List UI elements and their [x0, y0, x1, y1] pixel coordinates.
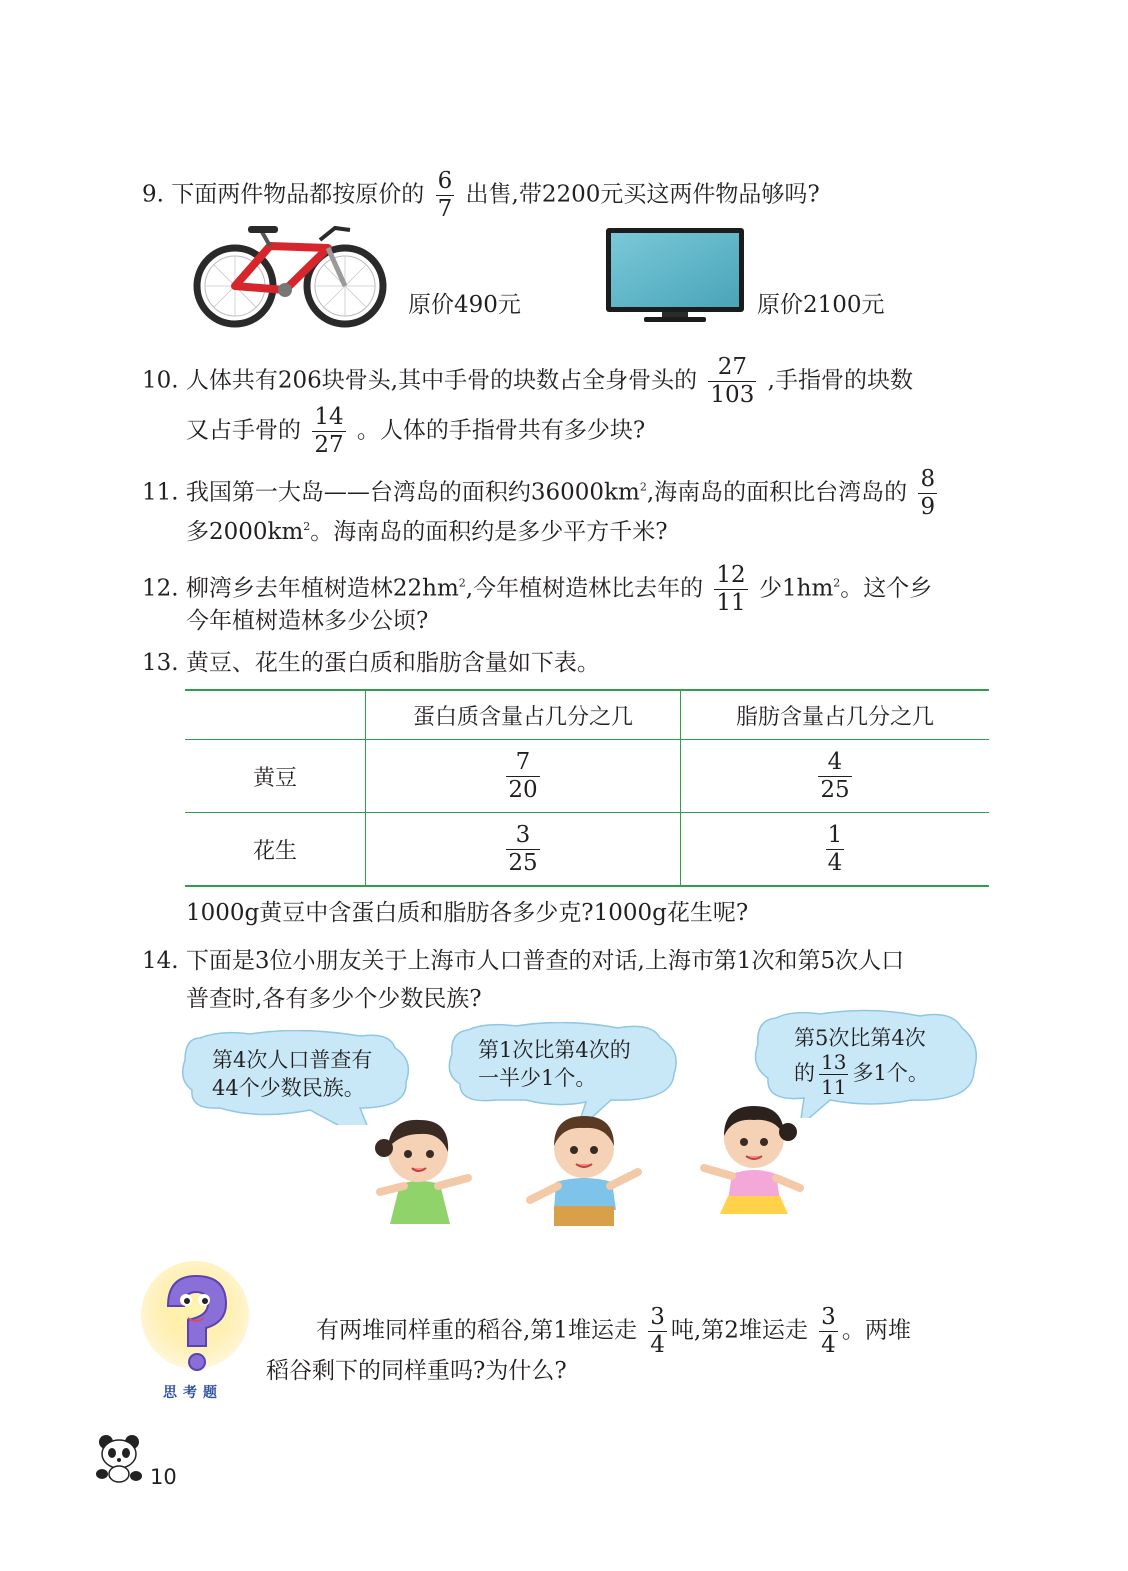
- girl-2-illustration: [700, 1096, 810, 1222]
- think-fraction-2: $\frac{3}{4}$: [821, 1304, 836, 1358]
- soybean-protein-cell: [366, 740, 681, 813]
- row-name-peanut: 花生: [185, 813, 366, 887]
- table-row: [185, 740, 989, 813]
- q14-line-1: [142, 946, 904, 976]
- bubble-2-line-1: 第1次比第4次的: [478, 1038, 631, 1062]
- panda-icon: [94, 1432, 144, 1484]
- peanut-protein-cell: [366, 813, 681, 887]
- q12-text-4: 。这个乡: [840, 575, 933, 602]
- row-name-soybean: 黄豆: [185, 740, 366, 813]
- table-header-fat: 脂肪含量占几分之几: [735, 704, 934, 730]
- q13-question: 1000g黄豆中含蛋白质和脂肪各多少克?1000g花生呢?: [186, 900, 749, 926]
- table-header-empty: [185, 690, 366, 740]
- boy-illustration: [520, 1106, 650, 1232]
- q9-fraction: $\frac{6}{7}$: [437, 168, 453, 222]
- think-text-1: 有两堆同样重的稻谷,第1堆运走: [316, 1317, 637, 1344]
- thinking-question-label: 思考题: [163, 1385, 223, 1401]
- q11-text-3: 多2000km: [186, 519, 304, 545]
- q12-text-2: ,今年植树造林比去年的: [465, 575, 704, 602]
- nutrition-table: [185, 689, 989, 887]
- bubble-3-line-2: [794, 1052, 929, 1097]
- page-number: 10: [150, 1465, 177, 1489]
- question-mark-mascot-icon: [140, 1260, 250, 1378]
- q11-line-2: [186, 512, 668, 547]
- think-line-1: [316, 1306, 911, 1357]
- q14-text-1: 下面是3位小朋友关于上海市人口普查的对话,上海市第1次和第5次人口: [185, 948, 905, 974]
- q9-line: [142, 170, 820, 221]
- q13-text: 黄豆、花生的蛋白质和脂肪含量如下表。: [185, 650, 600, 676]
- q12-line-2: [186, 606, 428, 636]
- peanut-fat-cell: [681, 813, 990, 887]
- peanut-fat-fraction: $\frac{1}{4}$: [827, 821, 843, 876]
- soybean-protein-fraction: $\frac{7}{20}$: [508, 748, 538, 803]
- soybean-fat-fraction: $\frac{4}{25}$: [820, 748, 850, 803]
- q12-number: 12.: [142, 575, 179, 602]
- think-text-2: 吨,第2堆运走: [670, 1317, 808, 1344]
- bicycle-price: 原价490元: [408, 292, 521, 318]
- q11-superscript-2: 2: [303, 520, 311, 533]
- q14-line-2: [186, 984, 482, 1014]
- q11-superscript-1: 2: [639, 480, 647, 494]
- soybean-fat-cell: [681, 740, 990, 813]
- tv-price: 原价2100元: [757, 292, 885, 318]
- peanut-protein-fraction: $\frac{3}{25}$: [508, 821, 538, 876]
- bubble-3-suffix: 多1个。: [852, 1061, 929, 1085]
- q9-text-1: 下面两件物品都按原价的: [171, 181, 425, 208]
- bubble-1-line-2: 44个少数民族。: [212, 1076, 365, 1100]
- bubble-3-fraction: $\frac{13}{11}$: [821, 1050, 847, 1099]
- q12-text-1: 柳湾乡去年植树造林22hm: [185, 575, 459, 602]
- q13-number: 13.: [142, 650, 179, 676]
- q10-text-2: ,手指骨的块数: [767, 367, 913, 394]
- q11-text-2: ,海南岛的面积比台湾岛的: [646, 479, 908, 506]
- girl-1-illustration: [360, 1108, 480, 1226]
- table-row: [185, 813, 989, 887]
- q10-text-3: 又占手骨的: [186, 417, 301, 444]
- bubble-3-prefix: 的: [794, 1061, 815, 1085]
- bicycle-image: [190, 218, 390, 328]
- think-text-4: 稻谷剩下的同样重吗?为什么?: [266, 1358, 567, 1384]
- q11-text-1: 我国第一大岛——台湾岛的面积约36000km: [185, 479, 640, 506]
- q14-text-2: 普查时,各有多少个少数民族?: [186, 986, 482, 1012]
- q10-number: 10.: [142, 367, 179, 394]
- q11-number: 11.: [142, 479, 179, 506]
- q9-number: 9.: [142, 181, 164, 208]
- q10-text-4: 。人体的手指骨共有多少块?: [356, 417, 646, 444]
- q10-line-2: [186, 406, 645, 457]
- q11-fraction: $\frac{8}{9}$: [920, 466, 936, 520]
- q12-superscript-1: 2: [458, 576, 466, 590]
- table-header-protein: 蛋白质含量占几分之几: [366, 690, 681, 740]
- q10-fraction-1: $\frac{27}{103}$: [710, 354, 755, 408]
- q12-text-5: 今年植树造林多少公顷?: [186, 608, 429, 634]
- q10-text-1: 人体共有206块骨头,其中手骨的块数占全身骨头的: [185, 367, 698, 394]
- bubble-2-line-2: 一半少1个。: [478, 1066, 597, 1090]
- q12-superscript-2: 2: [833, 576, 841, 590]
- tv-image: [606, 228, 744, 324]
- q12-fraction: $\frac{12}{11}$: [716, 562, 746, 616]
- q9-text-2: 出售,带2200元买这两件物品够吗?: [465, 181, 820, 208]
- q12-text-3: 少1hm: [759, 575, 834, 602]
- think-line-2: [266, 1356, 567, 1386]
- q13-line: [142, 648, 600, 678]
- q11-text-4: 。海南岛的面积约是多少平方千米?: [310, 519, 668, 545]
- bubble-1-line-1: 第4次人口普查有: [212, 1048, 373, 1072]
- q10-line-1: [142, 356, 913, 407]
- table-header-row: [185, 690, 989, 740]
- bubble-3-line-1: 第5次比第4次: [794, 1026, 926, 1050]
- think-text-3: 。两堆: [841, 1317, 911, 1344]
- q14-number: 14.: [142, 948, 179, 974]
- q10-fraction-2: $\frac{14}{27}$: [314, 404, 344, 458]
- think-fraction-1: $\frac{3}{4}$: [650, 1304, 665, 1358]
